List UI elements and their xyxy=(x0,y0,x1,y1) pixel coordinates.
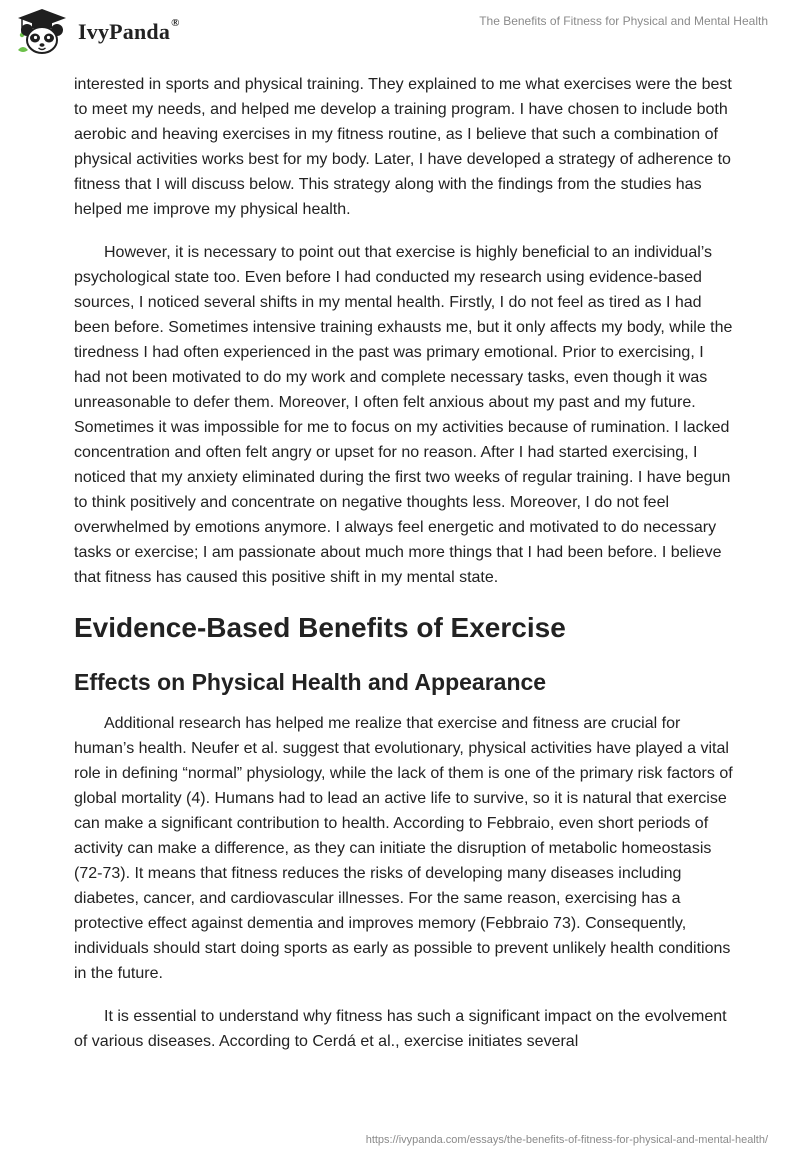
source-url[interactable]: https://ivypanda.com/essays/the-benefits-of-fitness-for-physical-and-mental-health/ xyxy=(365,1134,768,1146)
paragraph-physical-health: Additional research has helped me realize that exercise and fitness are crucial for human’s health. Neufer et al. suggest that evolutionary, physical activities have played a vital role in defining “normal” physiology, while the lack of them is one of the primary risk factors of global mortality (4). Humans had to lead an active life to survive, so it is natural that exercise can make a significant contribution to health. According to Febbraio, even short periods of activity can make a difference, as they can initiate the disruption of metabolic homeostasis (72-73). It means that fitness reduces the risks of developing many diseases including diabetes, cancer, and cardiovascular illnesses. For the same reason, exercising has a protective effect against dementia and improves memory (Febbraio 73). Consequently, individuals should start doing sports as early as possible to prevent unlikely health conditions in the future. xyxy=(74,715,733,982)
essay-body xyxy=(74,72,734,1072)
brand-text: IvyPanda xyxy=(78,19,171,44)
paragraph-mental-state: However, it is necessary to point out that exercise is highly beneficial to an individual’s psychological state too. Even before I had conducted my research using evidence-based sources, I noticed several shifts in my mental health. Firstly, I do not feel as tired as I had been before. Sometimes intensive training exhausts me, but it only affects my body, while the tiredness I had often experienced in the past was primary emotional. Prior to exercising, I had not been motivated to do my work and complete necessary tasks, even though it was unreasonable to defer them. Moreover, I often felt anxious about my past and my future. Sometimes it was impossible for me to focus on my activities because of rumination. I lacked concentration and often felt angry or upset for no reason. After I had started exercising, I noticed that my anxiety eliminated during the first two weeks of regular training. I have begun to think positively and concentrate on negative thoughts less. Moreover, I do not feel overwhelmed by emotions anymore. I always feel energetic and motivated to do necessary tasks or exercise; I am passionate about much more things that I had been before. I believe that fitness has caused this positive shift in my mental state. xyxy=(74,244,733,586)
document-title: The Benefits of Fitness for Physical and Mental Health xyxy=(479,14,768,28)
subsection-heading: Effects on Physical Health and Appearance xyxy=(74,669,547,695)
section-heading: Evidence-Based Benefits of Exercise xyxy=(74,612,566,643)
panda-logo-icon[interactable] xyxy=(14,6,70,56)
brand-name[interactable] xyxy=(78,19,180,45)
page-header xyxy=(0,0,800,64)
registered-mark: ® xyxy=(171,17,180,29)
paragraph-disease-impact: It is essential to understand why fitness has such a significant impact on the evolvement of various diseases. According to Cerdá et al., exercise initiates several xyxy=(74,1008,727,1050)
paragraph-continued: interested in sports and physical training. They explained to me what exercises were the best to meet my needs, and helped me develop a training program. I have chosen to include both aerobic and heaving exercises in my fitness routine, as I believe that such a combination of physical activities works best for my body. Later, I have developed a strategy of adherence to fitness that I will discuss below. This strategy along with the findings from the studies has helped me improve my physical health. xyxy=(74,76,732,218)
